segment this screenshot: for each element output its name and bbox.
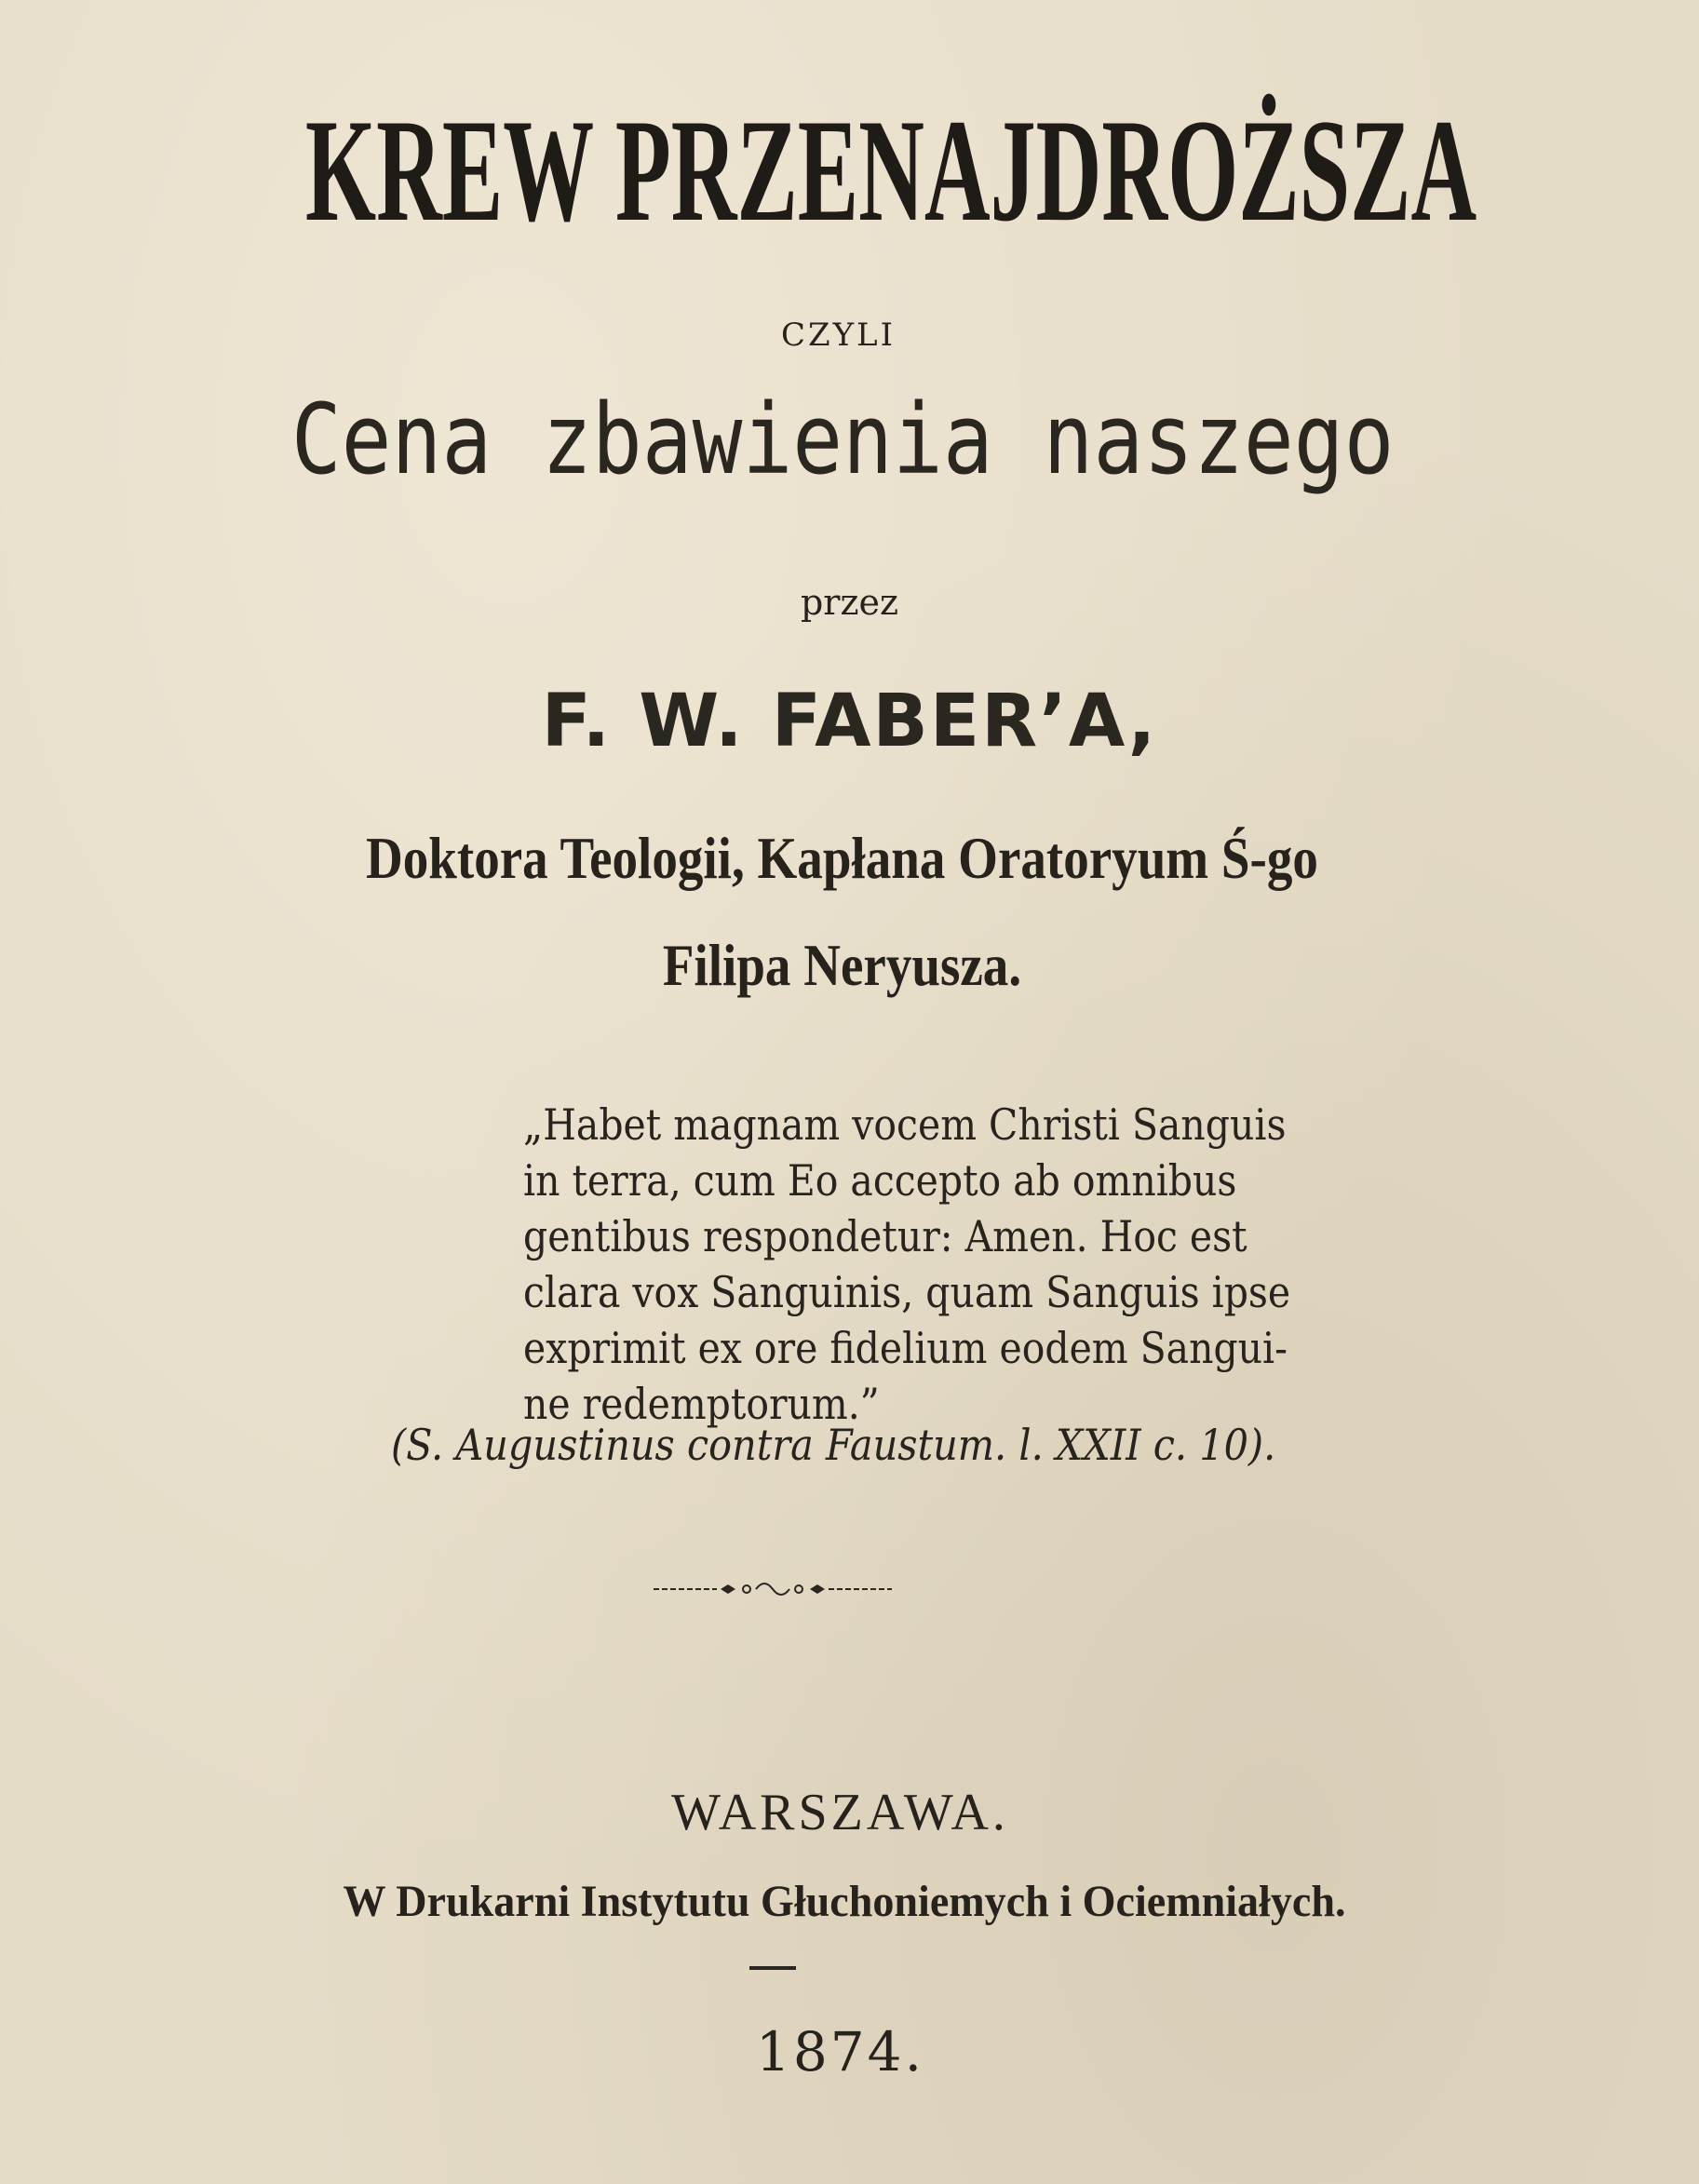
- epigraph-line: „Habet magnam vocem Christi Sanguis: [523, 1099, 1287, 1150]
- title-conjunction: CZYLI: [780, 317, 897, 354]
- divider: [749, 1966, 796, 1970]
- author-credentials-line-1: Doktora Teologii, Kapłana Oratoryum Ś-go: [366, 825, 1318, 891]
- imprint-place: WARSZAWA.: [671, 1784, 1009, 1841]
- ornament-divider-icon: [652, 1578, 894, 1600]
- epigraph-line: clara vox Sanguinis, quam Sanguis ipse: [523, 1267, 1291, 1317]
- epigraph-line: exprimit ex ore fidelium eodem Sangui-: [523, 1323, 1288, 1373]
- author-name: F. W. FABER’A,: [541, 680, 1158, 763]
- book-title: KREW PRZENAJDROŻSZA: [304, 89, 1477, 252]
- imprint-year: 1874.: [755, 2020, 925, 2083]
- epigraph-line: ne redemptorum.”: [523, 1379, 880, 1429]
- book-subtitle: Cena zbawienia naszego: [290, 383, 1395, 496]
- imprint-printer: W Drukarni Instytutu Głuchoniemych i Ociemniałych.: [343, 1877, 1346, 1926]
- epigraph-line: gentibus respondetur: Amen. Hoc est: [523, 1211, 1247, 1261]
- author-credentials-line-2: Filipa Neryusza.: [662, 932, 1022, 998]
- by-label: przez: [800, 582, 899, 623]
- epigraph-line: in terra, cum Eo accepto ab omnibus: [523, 1155, 1237, 1206]
- epigraph-source: (S. Augustinus contra Faustum. l. XXII c. 10).: [391, 1420, 1276, 1470]
